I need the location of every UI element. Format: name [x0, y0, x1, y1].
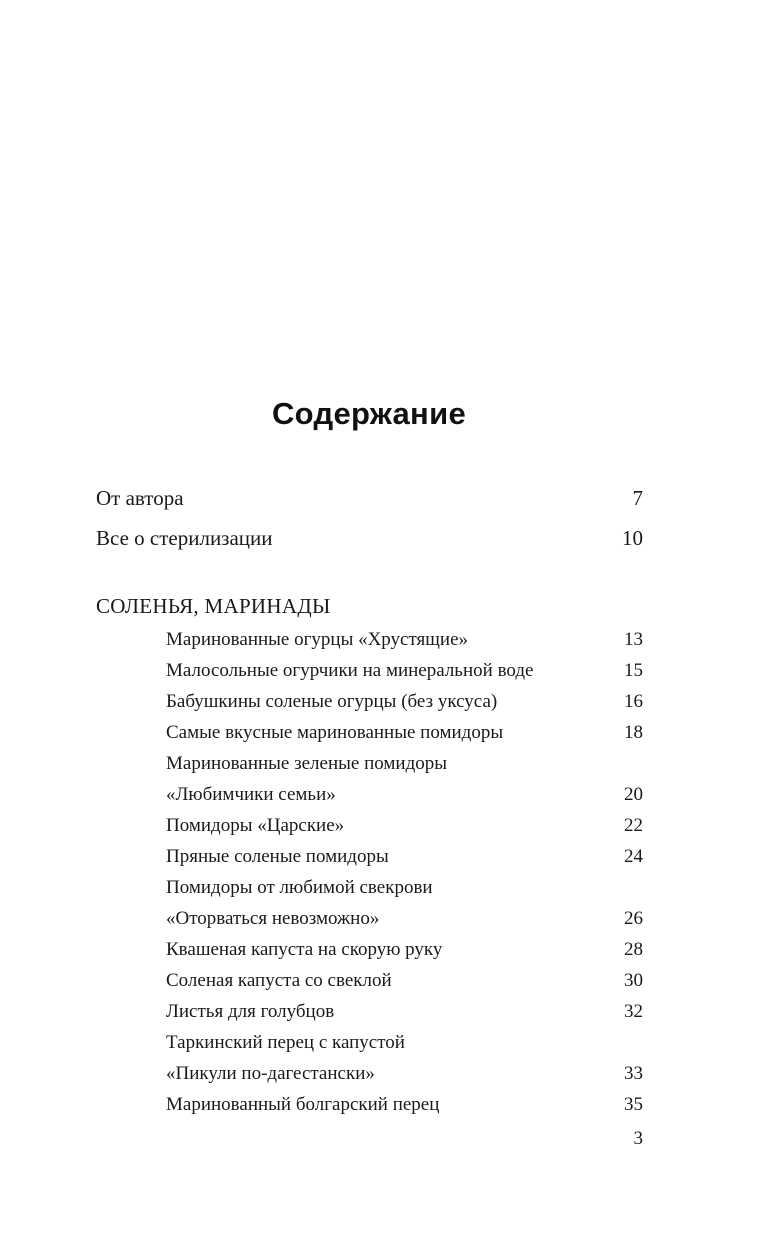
toc-entry-label: Квашеная капуста на скорую руку — [166, 939, 443, 960]
toc-entry-label: «Пикули по-дагестански» — [166, 1063, 375, 1084]
toc-entry[interactable] — [166, 1089, 643, 1120]
toc-entry-label: Пряные соленые помидоры — [166, 846, 389, 867]
toc-entry-page: 15 — [624, 660, 643, 681]
toc-entry-label: Соленая капуста со свеклой — [166, 970, 392, 991]
page-title: Содержание — [272, 396, 466, 431]
section-entries — [166, 624, 643, 1120]
toc-entry-label: Малосольные огурчики на минеральной воде — [166, 660, 534, 681]
toc-entry[interactable] — [166, 686, 643, 717]
toc-entry[interactable] — [166, 717, 643, 748]
toc-entry-page: 28 — [624, 939, 643, 960]
toc-entry-label: Листья для голубцов — [166, 1001, 335, 1022]
toc-entry[interactable] — [166, 779, 643, 810]
toc-entry-page: 13 — [624, 629, 643, 650]
toc-entry[interactable] — [166, 655, 643, 686]
toc-entry-page: 26 — [624, 908, 643, 929]
toc-entry-label: Помидоры «Царские» — [166, 815, 345, 836]
toc-entry-label: «Любимчики семьи» — [166, 784, 336, 805]
section-heading: СОЛЕНЬЯ, МАРИНАДЫ — [96, 594, 331, 618]
toc-entry-page: 20 — [624, 784, 643, 805]
toc-entry-page: 22 — [624, 815, 643, 836]
toc-entry[interactable] — [166, 624, 643, 655]
toc-entry-label: «Оторваться невозможно» — [166, 908, 380, 929]
toc-entry[interactable] — [166, 841, 643, 872]
toc-entry-label: Бабушкины соленые огурцы (без уксуса) — [166, 691, 498, 712]
toc-entry[interactable] — [166, 996, 643, 1027]
toc-entry[interactable] — [166, 934, 643, 965]
toc-entry-page: 18 — [624, 722, 643, 743]
toc-entry-page: 7 — [632, 486, 643, 510]
table-of-contents — [96, 478, 643, 1120]
toc-entry[interactable] — [166, 810, 643, 841]
toc-entry-label-first-line[interactable]: Таркинский перец с капустой — [166, 1032, 405, 1053]
toc-entry-page: 16 — [624, 691, 643, 712]
toc-entry-label-first-line[interactable]: Маринованные зеленые помидоры — [166, 753, 448, 774]
toc-entry-label-first-line[interactable]: Помидоры от любимой свекрови — [166, 877, 433, 898]
toc-entry[interactable] — [166, 903, 643, 934]
toc-entry-label: Самые вкусные маринованные помидоры — [166, 722, 504, 743]
toc-entry-page: 24 — [624, 846, 643, 867]
page-number: 3 — [633, 1128, 643, 1149]
toc-entry-from-author[interactable] — [96, 478, 643, 518]
toc-entry-page: 10 — [622, 526, 643, 550]
toc-entry[interactable] — [166, 1058, 643, 1089]
toc-entry-label: Все о стерилизации — [96, 526, 273, 550]
toc-entry-page: 30 — [624, 970, 643, 991]
toc-entry-label: Маринованный болгарский перец — [166, 1094, 440, 1115]
toc-entry-sterilization[interactable] — [96, 518, 643, 558]
toc-entry[interactable] — [166, 965, 643, 996]
toc-entry-page: 32 — [624, 1001, 643, 1022]
toc-entry-label: От автора — [96, 486, 184, 510]
toc-entry-page: 33 — [624, 1063, 643, 1084]
toc-entry-page: 35 — [624, 1094, 643, 1115]
toc-entry-label: Маринованные огурцы «Хрустящие» — [166, 629, 469, 650]
